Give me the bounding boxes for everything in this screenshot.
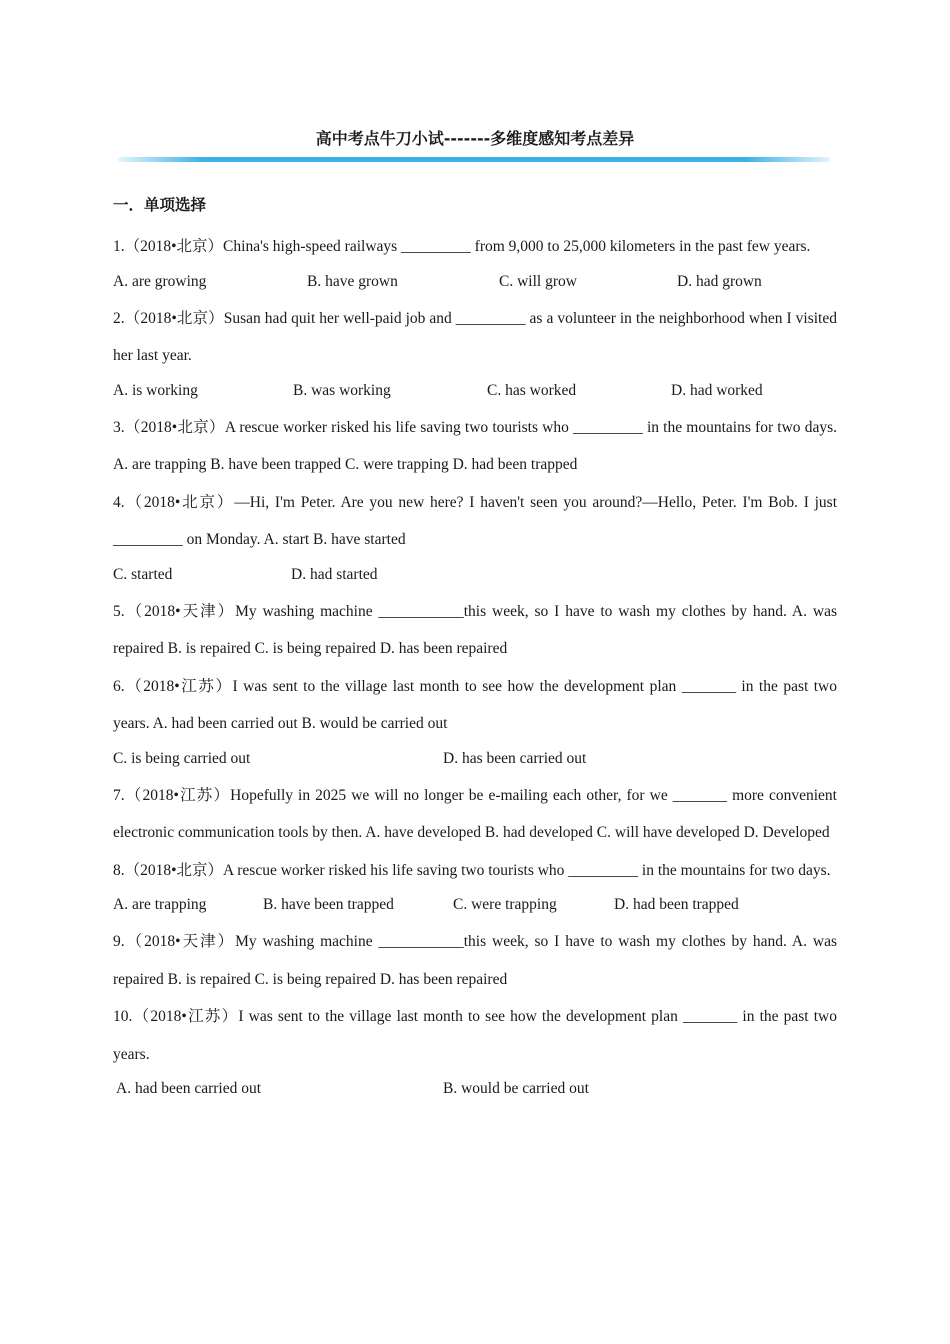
section-heading: 一．单项选择 [113,196,207,214]
options-row [113,743,837,777]
options-row [113,559,837,593]
option-d: D. had started [291,565,378,583]
option-c: C. were trapping [453,896,557,913]
option-d: D. had grown [677,272,762,290]
question-stem: 9.（2018•天津）My washing machine ___________this week, so I have to wash my clothes by hand. A. was repaired B. is repaired C. is being repaired D. has been repaired [113,933,837,988]
option-a: A. are trapping [113,896,207,913]
option-a: A. are growing [113,272,207,290]
question-3 [113,409,837,484]
option-c: C. will grow [499,272,577,290]
question-10 [113,998,837,1107]
options-row [113,375,837,409]
question-stem: 4.（2018•北京）—Hi, I'm Peter. Are you new here? I haven't seen you around?—Hello, Peter. I'm Bob. I just _________ on Monday. A. start B. have started [113,493,837,548]
question-4 [113,484,837,593]
option-b: B. would be carried out [443,1080,589,1097]
question-stem: 5.（2018•天津）My washing machine ___________this week, so I have to wash my clothes by hand. A. was repaired B. is repaired C. is being repaired D. has been repaired [113,602,837,657]
option-b: B. was working [293,381,391,399]
option-b: B. have grown [307,272,398,290]
question-stem: 2.（2018•北京）Susan had quit her well-paid job and _________ as a volunteer in the neighborhood when I visited her last year. [113,309,837,364]
option-c: C. started [113,565,173,583]
option-b: B. have been trapped [263,896,394,913]
question-7 [113,777,837,852]
question-9 [113,923,837,998]
question-2 [113,300,837,409]
question-stem: 1.（2018•北京）China's high-speed railways _________ from 9,000 to 25,000 kilometers in the past few years. [113,238,811,255]
option-c: C. has worked [487,381,577,399]
question-stem: 3.（2018•北京）A rescue worker risked his life saving two tourists who _________ in the mountains for two days. A. are trapping B. have been trapped C. were trapping D. had been trapped [113,418,837,473]
question-8 [113,852,837,924]
question-stem: 8.（2018•北京）A rescue worker risked his life saving two tourists who _________ in the mountains for two days. [113,861,831,879]
question-5 [113,593,837,668]
question-stem: 6.（2018•江苏）I was sent to the village last month to see how the development plan _______ in the past two years. A. had been carried out B. would be carried out [113,677,837,732]
page-title: 高中考点牛刀小试-------多维度感知考点差异 [315,129,635,148]
title-underline [118,157,830,162]
options-row [113,1073,837,1107]
question-6 [113,668,837,777]
option-d: D. had been trapped [614,896,739,913]
option-a: A. had been carried out [113,1080,262,1097]
option-c: C. is being carried out [113,749,251,767]
question-list [113,194,837,1107]
question-1 [113,228,837,300]
option-a: A. is working [113,381,198,399]
question-stem: 7.（2018•江苏）Hopefully in 2025 we will no longer be e-mailing each other, for we _______ more convenient electronic communication tools by then. A. have developed B. had developed C. will have developed D. Developed [113,786,837,841]
option-d: D. has been carried out [443,749,587,767]
question-stem: 10.（2018•江苏）I was sent to the village last month to see how the development plan _______ in the past two years. [113,1008,837,1063]
options-row [113,889,837,923]
option-d: D. had worked [671,381,763,399]
options-row [113,266,837,300]
